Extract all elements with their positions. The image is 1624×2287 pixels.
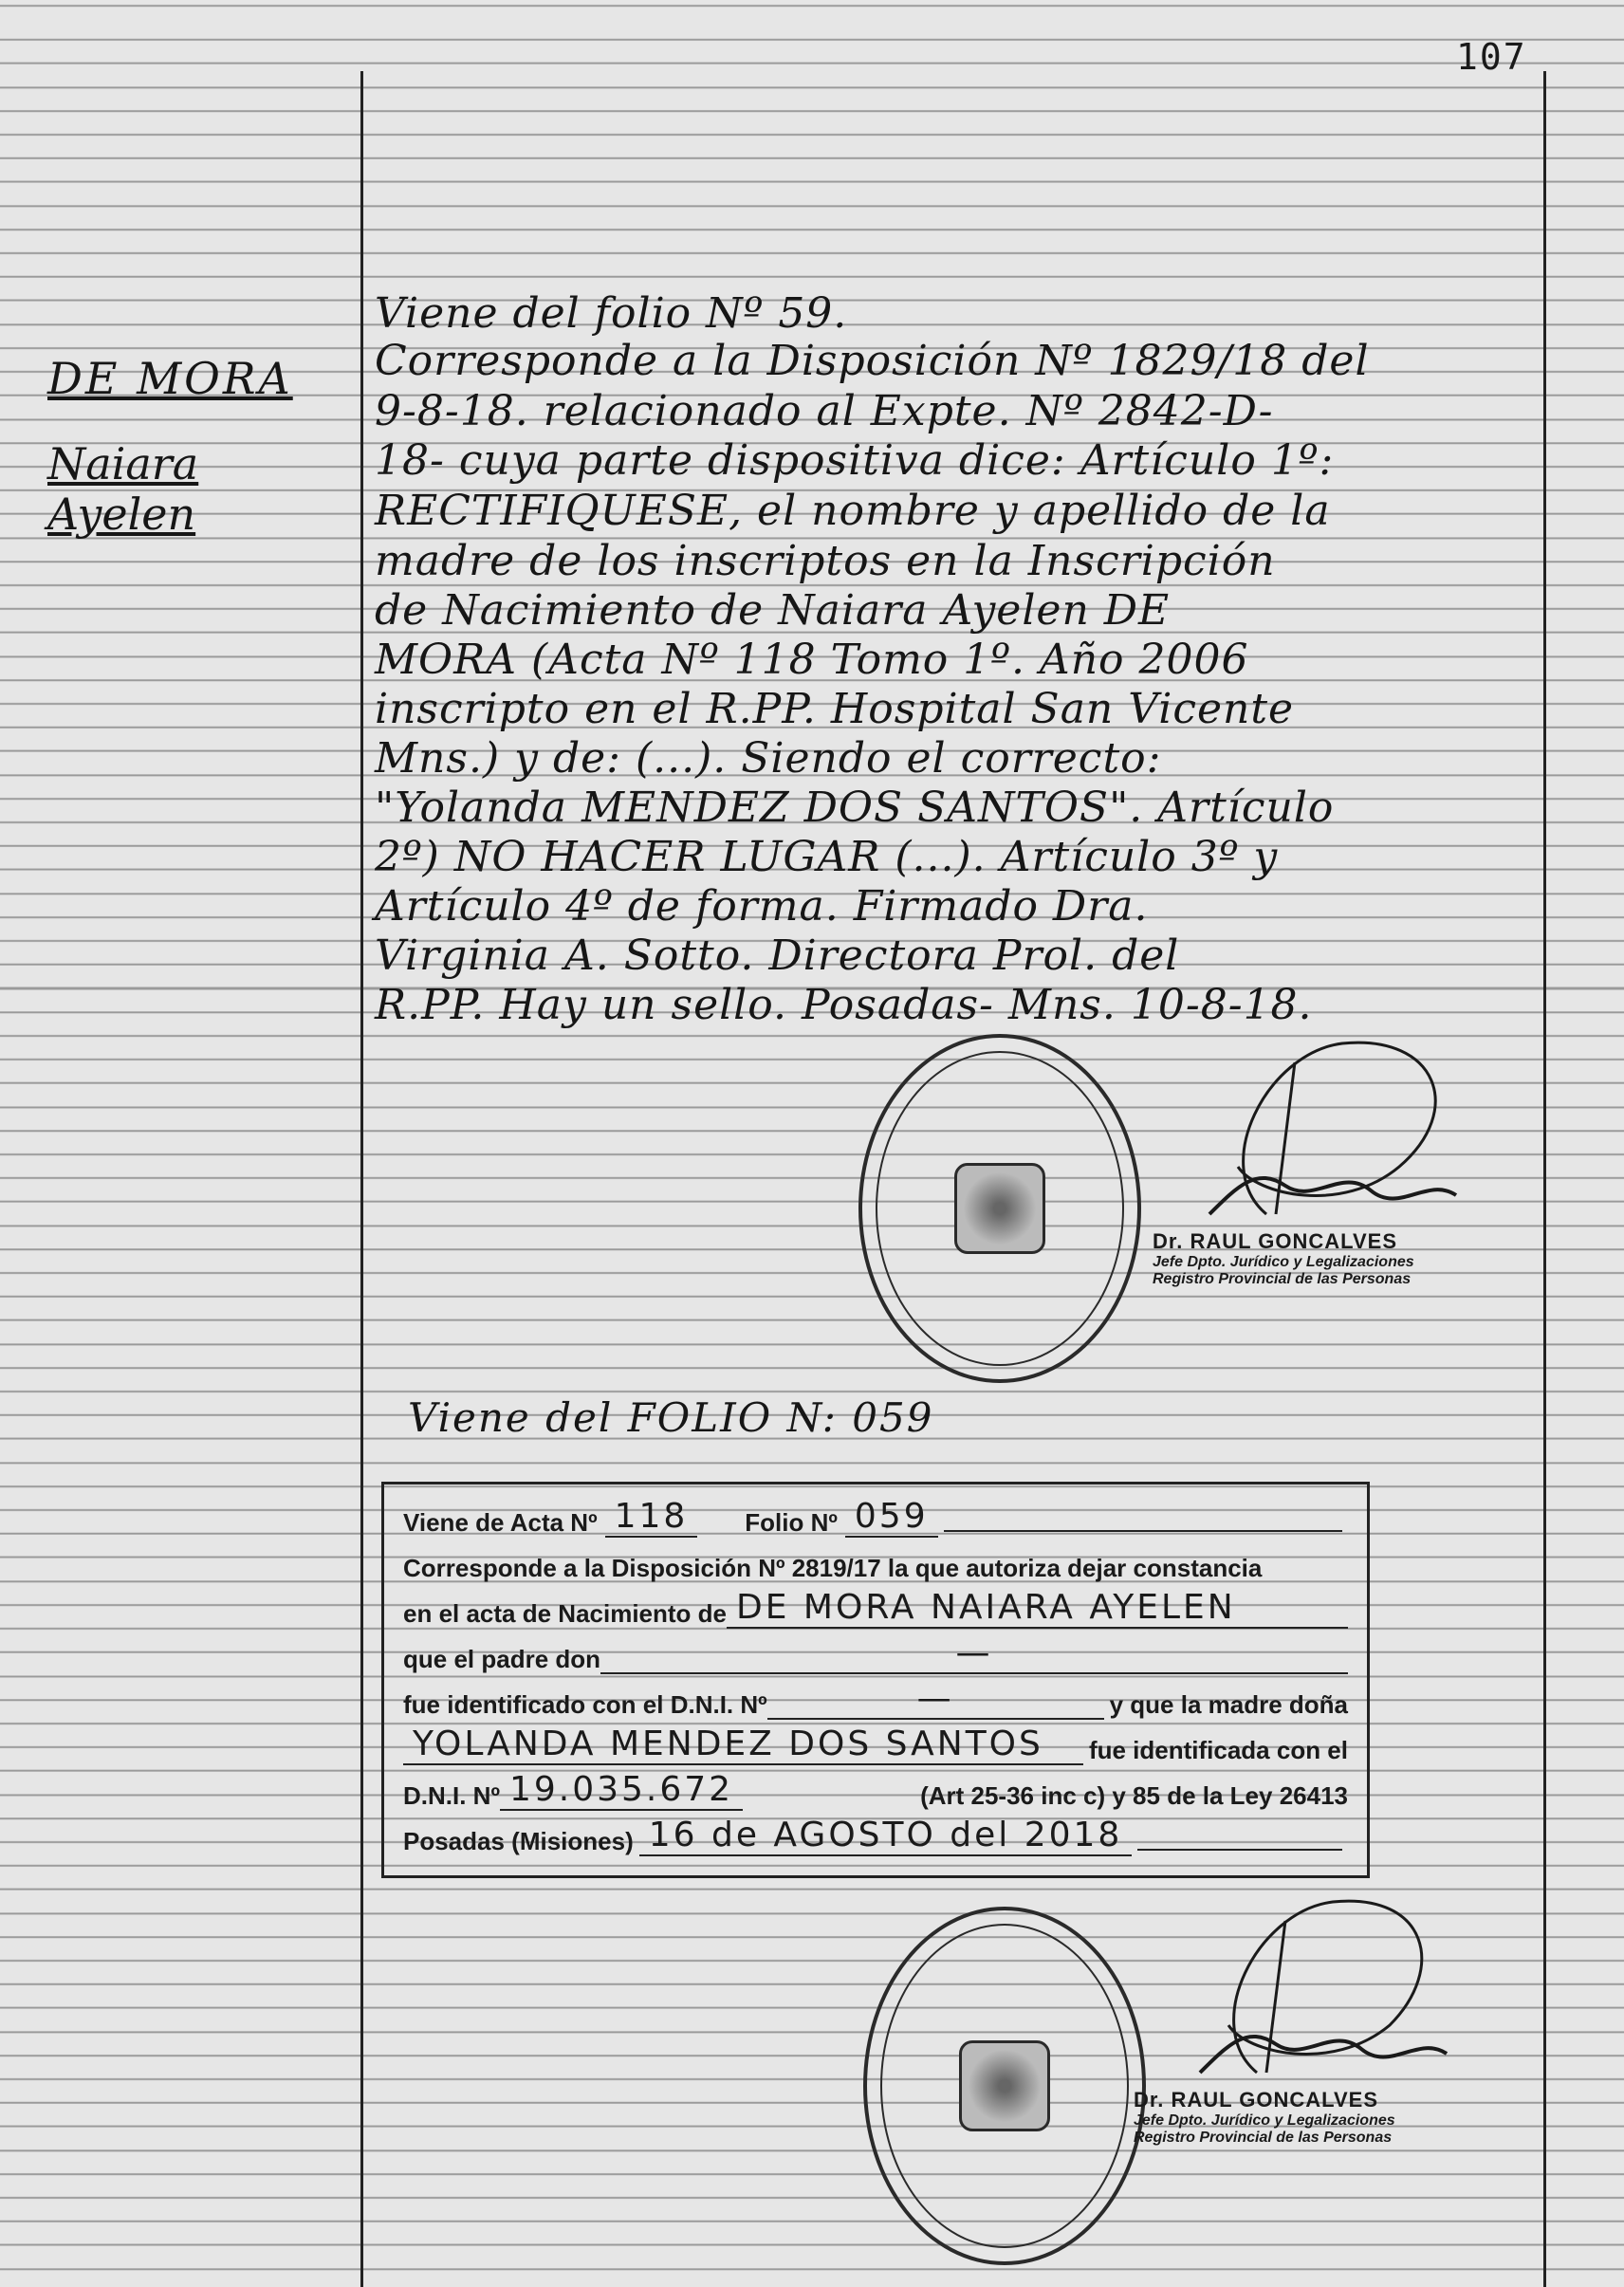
folio-value: 059 (845, 1497, 938, 1538)
annotation-line: Viene del folio Nº 59. (375, 289, 848, 338)
form-row-nacimiento (403, 1583, 1348, 1629)
signatory-office: Registro Provincial de las Personas (1134, 2130, 1393, 2146)
annotation-line: MORA (Acta Nº 118 Tomo 1º. Año 2006 (375, 636, 1249, 684)
form-row-fecha (403, 1811, 1348, 1856)
right-margin-rule (1543, 71, 1546, 2287)
official-seal-stamp (858, 1034, 1141, 1383)
page-number: 107 (1456, 36, 1527, 78)
form-row-padre (403, 1629, 1348, 1674)
acta-label: Viene de Acta Nº (403, 1508, 598, 1537)
acta-form-box (381, 1482, 1370, 1878)
signatory-name: Dr. RAUL GONCALVES (1134, 2088, 1378, 2112)
annotation-line: Virginia A. Sotto. Directora Prol. del (375, 931, 1180, 980)
fecha-value: 16 de AGOSTO del 2018 (639, 1816, 1133, 1856)
nacimiento-label: en el acta de Nacimiento de (403, 1599, 728, 1628)
signature-block (1153, 1024, 1494, 1288)
form-row-disposicion (403, 1538, 1348, 1583)
disposicion-text: Corresponde a la Disposición Nº 2819/17 la que autoriza dejar constancia (403, 1554, 1263, 1582)
annotation-line: madre de los inscriptos en la Inscripción (375, 537, 1276, 585)
form-row-madre (403, 1720, 1348, 1765)
signatory-title: Jefe Dpto. Jurídico y Legalizaciones (1153, 1254, 1414, 1270)
annotation-line: de Nacimiento de Naiara Ayelen DE (375, 586, 1171, 635)
annotation-line: Artículo 4º de forma. Firmado Dra. (375, 882, 1149, 931)
viene-folio-note: Viene del FOLIO N: 059 (408, 1394, 934, 1441)
madre-suffix: fue identificada con el (1088, 1736, 1348, 1764)
annotation-line: 9-8-18. relacionado al Expte. Nº 2842-D- (375, 387, 1274, 435)
annotation-line: "Yolanda MENDEZ DOS SANTOS". Artículo (375, 784, 1335, 832)
margin-given-name-2: Ayelen (47, 489, 196, 540)
padre-label: que el padre don (403, 1645, 601, 1673)
annotation-line: Mns.) y de: (...). Siendo el correcto: (375, 734, 1162, 783)
official-seal-stamp-2 (863, 1907, 1146, 2265)
signatory-office: Registro Provincial de las Personas (1153, 1271, 1412, 1287)
dni-padre-value: — (767, 1679, 1104, 1720)
madre-value: YOLANDA MENDEZ DOS SANTOS (403, 1724, 1083, 1765)
lugar-label: Posadas (Misiones) (403, 1827, 634, 1855)
dni-padre-label: fue identificado con el D.N.I. Nº (403, 1690, 767, 1719)
dni-madre-value: 19.035.672 (500, 1770, 743, 1811)
form-row-dni-padre (403, 1674, 1348, 1720)
annotation-line: Corresponde a la Disposición Nº 1829/18 del (375, 337, 1370, 385)
folio-label: Folio Nº (745, 1508, 838, 1537)
signatory-title: Jefe Dpto. Jurídico y Legalizaciones (1134, 2112, 1395, 2129)
annotation-line: 2º) NO HACER LUGAR (...). Artículo 3º y (375, 833, 1279, 881)
underline (1137, 1849, 1342, 1851)
padre-value: — (600, 1633, 1348, 1674)
annotation-line: R.PP. Hay un sello. Posadas- Mns. 10-8-18. (375, 981, 1313, 1029)
dni-madre-label: D.N.I. Nº (403, 1781, 500, 1810)
acta-value: 118 (605, 1497, 698, 1538)
annotation-line: inscripto en el R.PP. Hospital San Vicente (375, 685, 1295, 733)
madre-label: y que la madre doña (1109, 1690, 1348, 1719)
signature-scribble-icon (1134, 1883, 1475, 2092)
left-margin-rule (360, 71, 363, 2287)
annotation-line: RECTIFIQUESE, el nombre y apellido de la (375, 487, 1331, 535)
margin-surname: DE MORA (47, 353, 293, 404)
annotation-line: 18- cuya parte dispositiva dice: Artículo 1º: (375, 436, 1335, 485)
nacimiento-value: DE MORA NAIARA AYELEN (727, 1588, 1348, 1629)
seal-inner-ring (880, 1924, 1129, 2248)
form-row-acta (403, 1492, 1348, 1538)
ley-reference: (Art 25-36 inc c) y 85 de la Ley 26413 (920, 1781, 1348, 1810)
signatory-name: Dr. RAUL GONCALVES (1153, 1229, 1397, 1253)
signature-block-2 (1134, 1883, 1475, 2147)
seal-inner-ring (876, 1051, 1124, 1366)
form-row-dni-madre (403, 1765, 1348, 1811)
underline (944, 1530, 1342, 1532)
signature-scribble-icon (1153, 1024, 1494, 1233)
margin-given-name-1: Naiara (47, 438, 199, 489)
